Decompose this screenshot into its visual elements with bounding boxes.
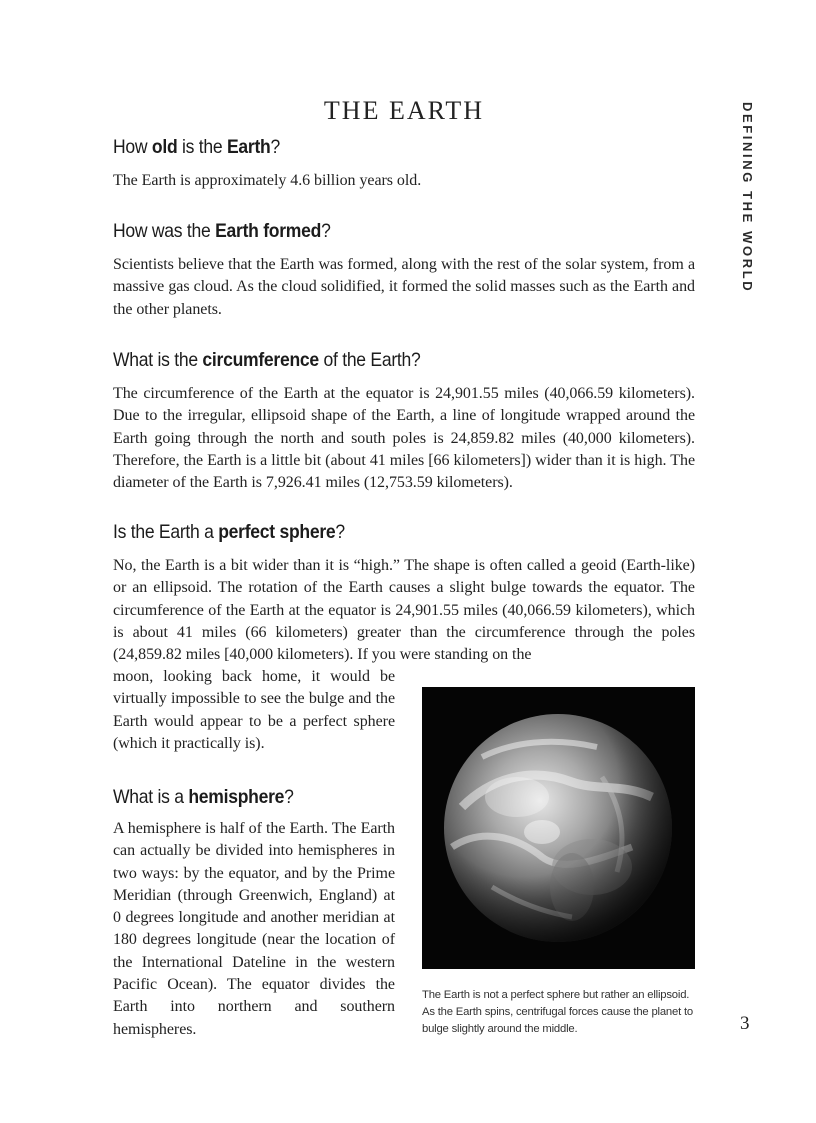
section-tab xyxy=(740,102,770,292)
section-tab-label: DEFINING THE WORLD xyxy=(740,102,755,294)
earth-globe-image xyxy=(422,687,695,969)
figure-caption: The Earth is not a perfect sphere but rather an ellipsoid. As the Earth spins, centrifugal forces cause the planet to bulge slightly around the middle. xyxy=(422,989,693,1036)
page-number: 3 xyxy=(740,1013,750,1034)
answer-perfect-sphere: No, the Earth is a bit wider than it is “high.” The shape is often called a geoid (Earth-like) or an ellipsoid. The rotation of the Earth causes a slight bulge towards the equator. The circumference of the Earth at the equator is 24,901.55 miles (40,066.59 kilometers), which is about 41 miles (66 kilometers) greater than the circumference through the poles (24,859.82 miles [40,000 kilometers). If you were standing on the xyxy=(113,557,695,664)
page-title: THE EARTH xyxy=(323,96,485,125)
answer-earth-age: The Earth is approximately 4.6 billion years old. xyxy=(113,172,422,189)
question-earth-formation: How was the Earth formed? xyxy=(113,220,331,242)
question-circumference: What is the circumference of the Earth? xyxy=(113,349,421,371)
answer-earth-formation: Scientists believe that the Earth was formed, along with the rest of the solar system, from a massive gas cloud. As the cloud solidified, it formed the solid masses such as the Earth and the other planets. xyxy=(113,256,695,318)
answer-hemisphere: A hemisphere is half of the Earth. The Earth can actually be divided into hemispheres in two ways: by the equator, and by the Prime Meridian (through Greenwich, England) at 0 degrees longitude and another meridian at 180 degrees longitude (near the location of the International Dateline in the western Pacific Ocean). The equator divides the Earth into northern and southern hemispheres. xyxy=(113,820,395,1038)
answer-circumference: The circumference of the Earth at the equator is 24,901.55 miles (40,066.59 kilometers). Due to the irregular, ellipsoid shape of the Earth, a line of longitude wrapped around the Earth going through the north and south poles is 24,859.82 miles (40,000 kilometers). Therefore, the Earth is a little bit (about 41 miles [66 kilometers]) wider than it is high. The diameter of the Earth is 7,926.41 miles (12,753.59 kilometers). xyxy=(113,385,695,492)
question-earth-age: How old is the Earth? xyxy=(113,136,280,158)
question-perfect-sphere: Is the Earth a perfect sphere? xyxy=(113,521,345,543)
earth-photo xyxy=(422,687,695,969)
question-hemisphere: What is a hemisphere? xyxy=(113,786,294,808)
answer-perfect-sphere-continued: moon, looking back home, it would be virtually impossible to see the bulge and the Earth would appear to be a perfect sphere (which it practically is). xyxy=(113,668,395,752)
